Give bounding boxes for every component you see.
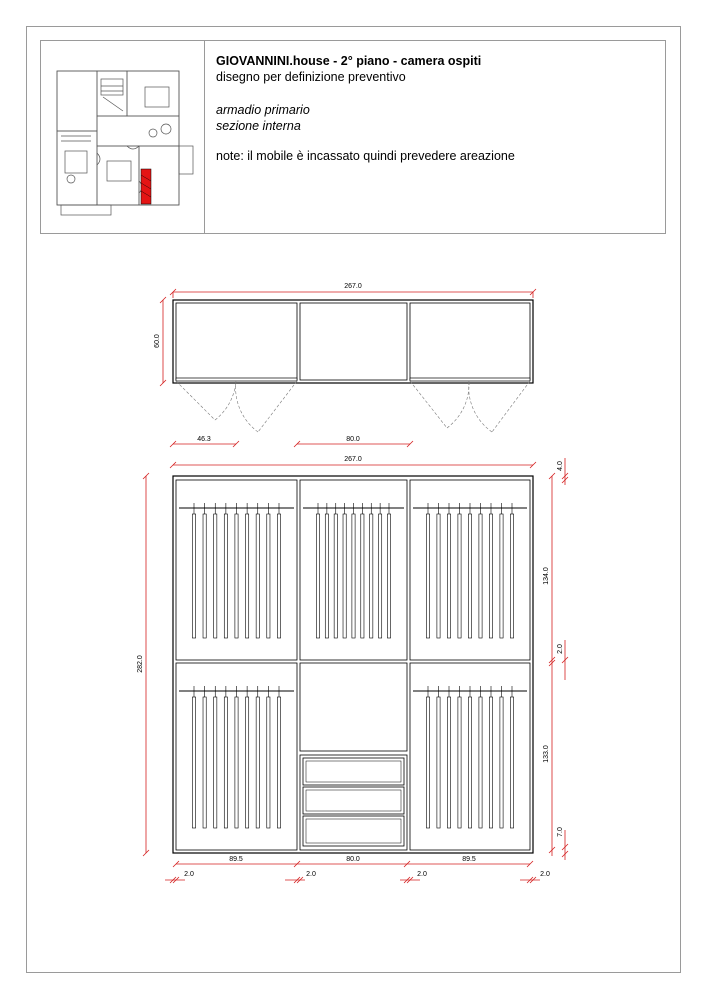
hanging-garment — [235, 697, 238, 828]
plan-right-doors — [410, 378, 530, 381]
hanging-garment — [214, 697, 217, 828]
section-name: sezione interna — [216, 119, 301, 133]
plinth-label: 7.0 — [557, 827, 564, 837]
plan-outline — [173, 300, 533, 383]
center-opening-label: 80.0 — [346, 436, 360, 443]
hanging-garment — [468, 514, 471, 638]
hanging-garment — [458, 697, 461, 828]
hanging-garment — [343, 514, 346, 638]
hanging-garment — [224, 697, 227, 828]
upper-height-label: 134.0 — [543, 567, 550, 585]
drawing-title: GIOVANNINI.house - 2° piano - camera ospiti — [216, 54, 482, 68]
panel-thickness-4: 2.0 — [540, 871, 550, 878]
hanging-garment — [277, 697, 280, 828]
hanging-garment — [256, 514, 259, 638]
item-name: armadio primario — [216, 103, 310, 117]
hanging-garment — [192, 514, 195, 638]
hanging-garment — [510, 697, 513, 828]
hanging-garment — [437, 514, 440, 638]
left-width-label: 89.5 — [229, 856, 243, 863]
hanging-garment — [277, 514, 280, 638]
hanging-garment — [370, 514, 373, 638]
hanging-garment — [437, 697, 440, 828]
plan-center-compartment — [300, 303, 407, 380]
drawer-1-front — [306, 761, 401, 782]
door-swing-arcs — [176, 381, 530, 432]
hanging-garment — [246, 514, 249, 638]
hanging-garment — [379, 514, 382, 638]
hanging-garment — [447, 697, 450, 828]
hanging-garment — [235, 514, 238, 638]
hanging-garment — [468, 697, 471, 828]
hanging-garment — [325, 514, 328, 638]
right-width-label: 89.5 — [462, 856, 476, 863]
hanging-garment — [203, 514, 206, 638]
drawer-stack — [300, 755, 407, 850]
panel-thickness-3: 2.0 — [417, 871, 427, 878]
hanging-garment — [489, 697, 492, 828]
plan-depth-label: 60.0 — [154, 334, 161, 348]
total-height-label: 282.0 — [137, 655, 144, 673]
hanging-garment — [224, 514, 227, 638]
hanging-garment — [426, 514, 429, 638]
panel-thickness-2: 2.0 — [306, 871, 316, 878]
hanging-garment — [489, 514, 492, 638]
plan-right-compartment — [410, 303, 530, 380]
hanging-garment — [447, 514, 450, 638]
hanging-garment — [316, 514, 319, 638]
hanging-garment — [334, 514, 337, 638]
hanging-garment — [458, 514, 461, 638]
drawer-1 — [303, 758, 404, 785]
shelf-thickness-label: 2.0 — [557, 644, 564, 654]
hanging-garment — [387, 514, 390, 638]
drawer-3 — [303, 816, 404, 846]
hanging-garment — [361, 514, 364, 638]
plan-width-label: 267.0 — [344, 283, 362, 290]
hanging-garment — [214, 514, 217, 638]
drawer-2-front — [306, 790, 401, 811]
lower-center-open-shelf — [300, 663, 407, 751]
plan-left-doors — [176, 378, 297, 381]
hanging-garment — [479, 514, 482, 638]
drawer-3-front — [306, 819, 401, 843]
plan-view — [173, 300, 533, 432]
hanging-garment — [426, 697, 429, 828]
hanging-garment — [246, 697, 249, 828]
hanging-garment — [500, 514, 503, 638]
note-text: note: il mobile è incassato quindi prevedere areazione — [216, 149, 515, 163]
hanging-garment — [192, 697, 195, 828]
hanging-garment — [479, 697, 482, 828]
lower-height-label: 133.0 — [543, 745, 550, 763]
panel-thickness-1: 2.0 — [184, 871, 194, 878]
hanging-garment — [510, 514, 513, 638]
hanging-rails — [179, 503, 527, 828]
drawer-2 — [303, 787, 404, 814]
plan-left-compartment — [176, 303, 297, 380]
hanging-garment — [500, 697, 503, 828]
hanging-garment — [256, 697, 259, 828]
hanging-garment — [267, 514, 270, 638]
hanging-garment — [352, 514, 355, 638]
center-width-label: 80.0 — [346, 856, 360, 863]
elevation-width-label: 267.0 — [344, 456, 362, 463]
hanging-garment — [267, 697, 270, 828]
hanging-garment — [203, 697, 206, 828]
drawing-subtitle: disegno per definizione preventivo — [216, 70, 406, 84]
top-gap-label: 4.0 — [557, 461, 564, 471]
door-width-label: 46.3 — [197, 436, 211, 443]
